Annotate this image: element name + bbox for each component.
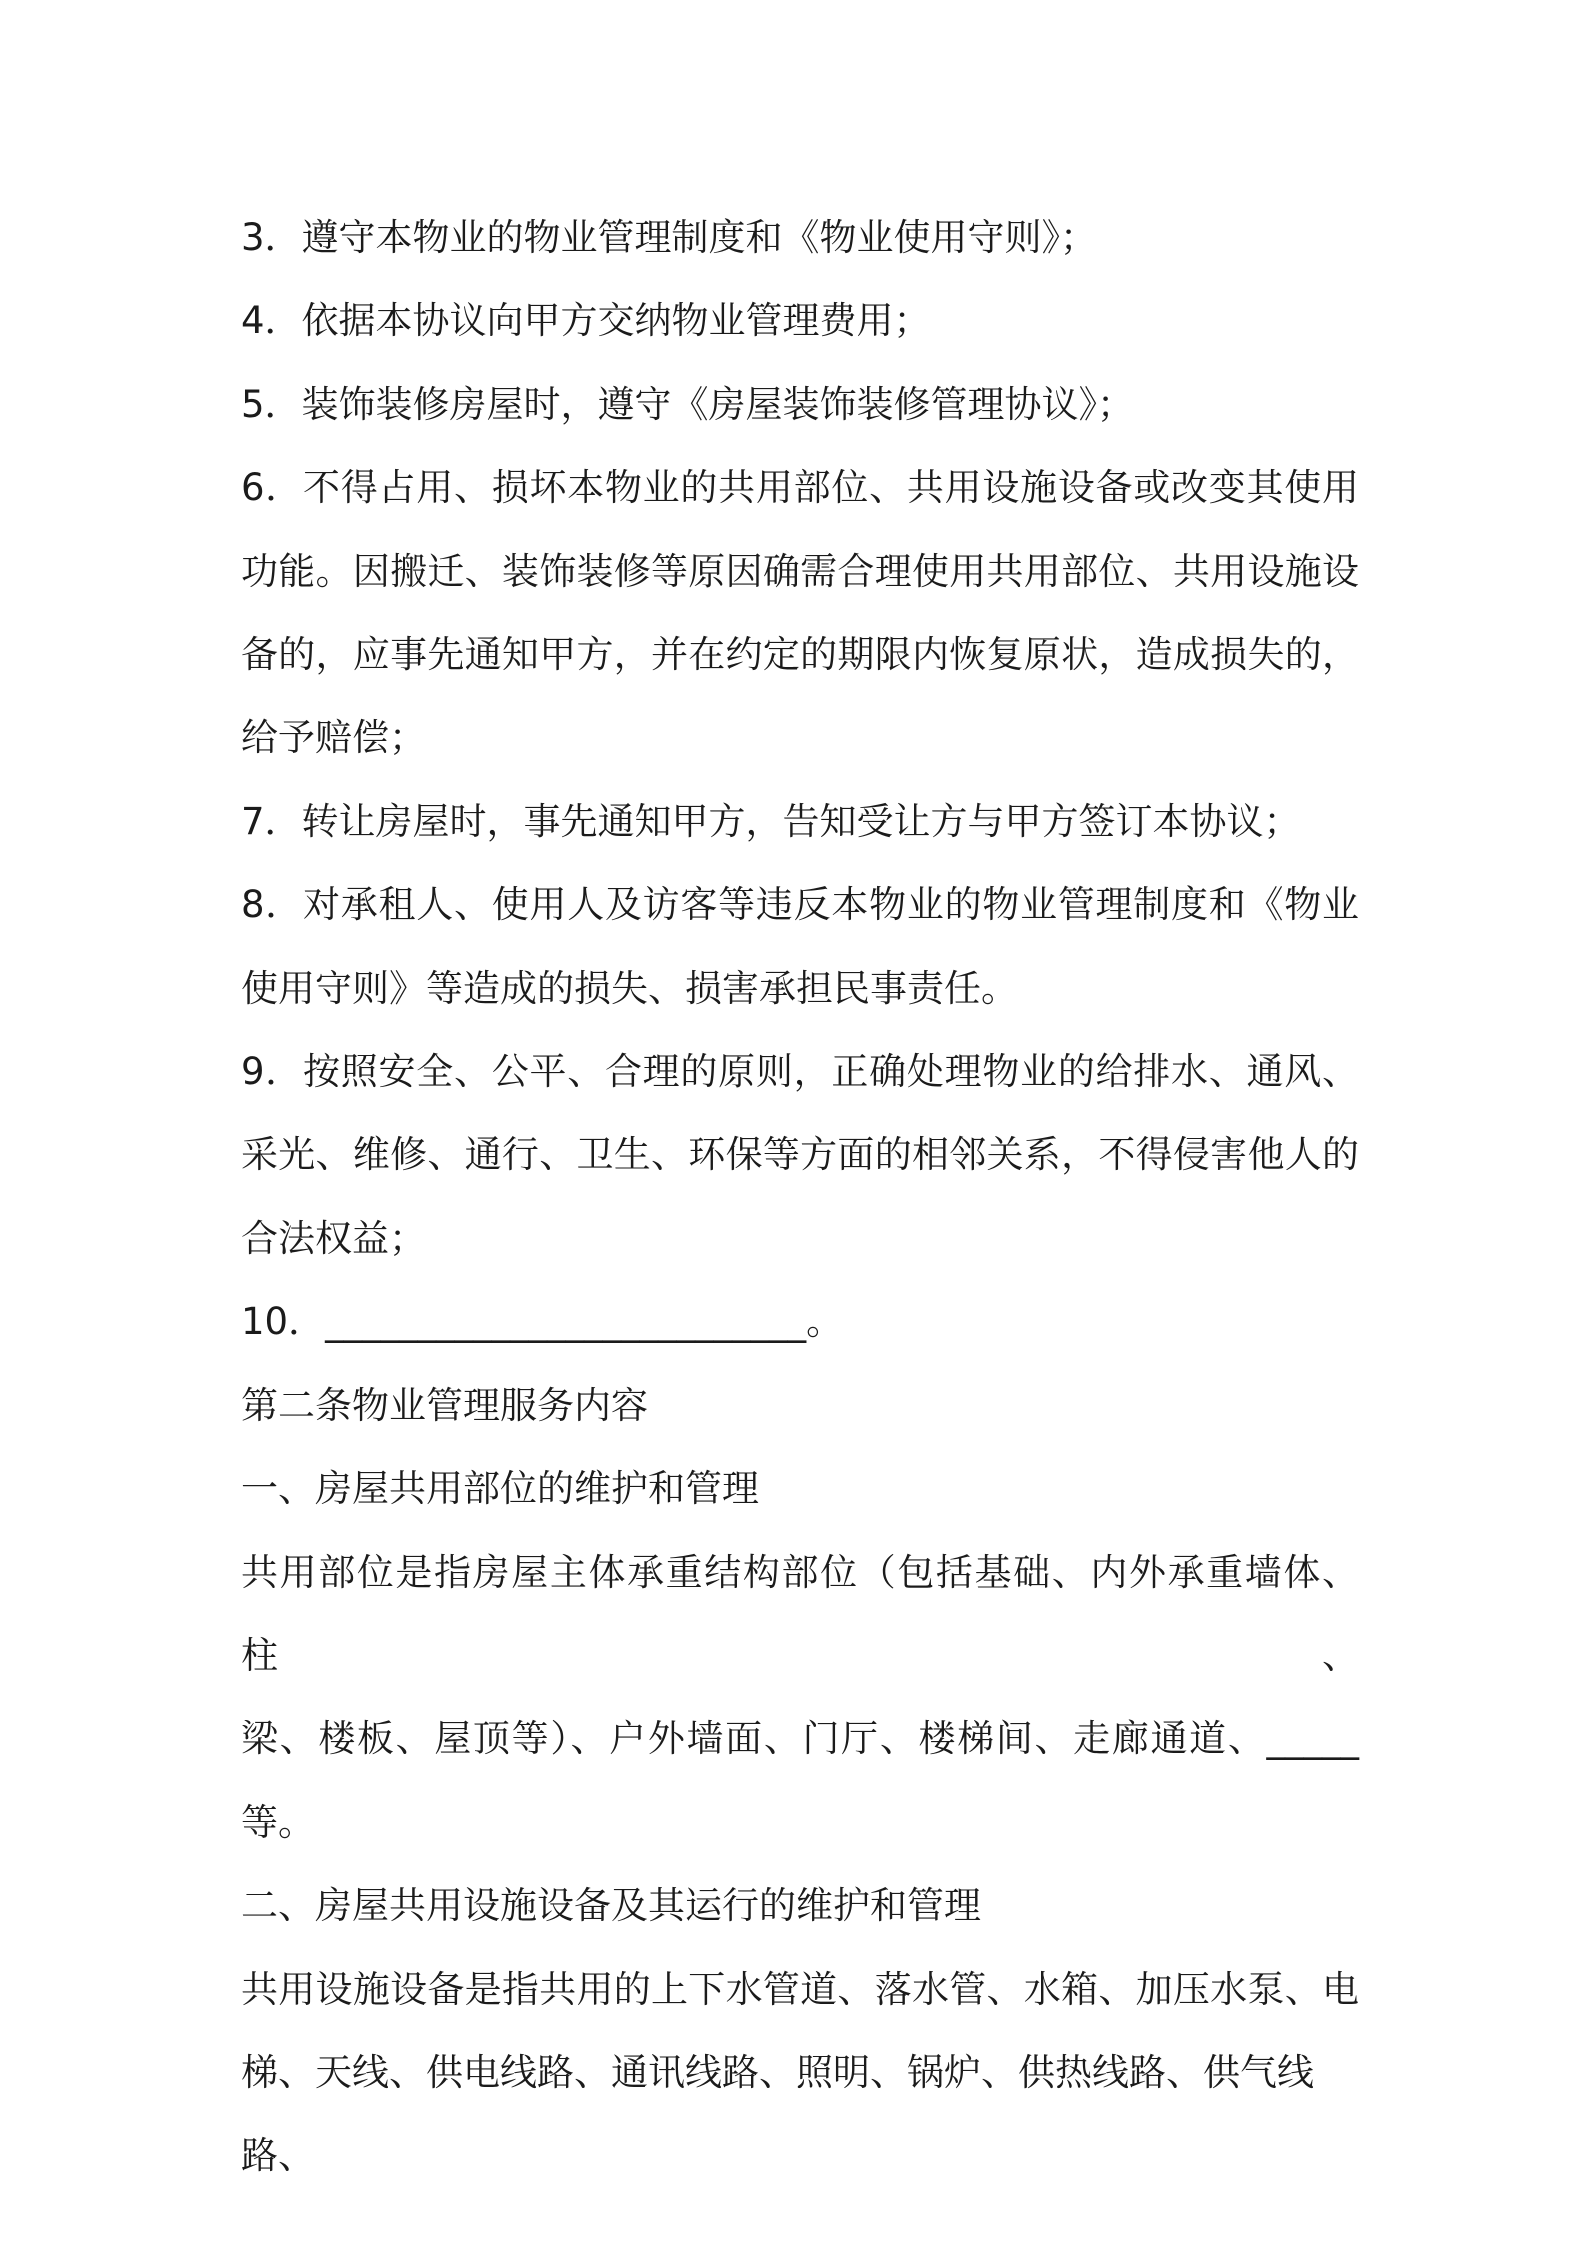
document-line: 等。	[241, 1800, 315, 1844]
section-1-body	[241, 1531, 1359, 1865]
document-line: 共用设施设备是指共用的上下水管道、落水管、水箱、加压水泵、电	[241, 1967, 1359, 2011]
clause-item-9	[241, 1030, 1359, 1280]
clause-item-7	[241, 780, 1359, 863]
document-line: 8．对承租人、使用人及访客等违反本物业的物业管理制度和《物业	[241, 883, 1359, 927]
section-2-heading	[241, 1864, 1359, 1947]
document-line: 使用守则》等造成的损失、损害承担民事责任。	[241, 966, 1018, 1010]
clause-item-6	[241, 446, 1359, 780]
document-line: 3．遵守本物业的物业管理制度和《物业使用守则》；	[241, 216, 1098, 259]
document-line: 一、房屋共用部位的维护和管理	[241, 1467, 759, 1511]
clause-item-4	[241, 279, 1359, 362]
document-body	[241, 196, 1359, 2198]
article-2-heading	[241, 1364, 1359, 1447]
section-2-body	[241, 1948, 1359, 2198]
document-line: 6．不得占用、损坏本物业的共用部位、共用设施设备或改变其使用	[241, 466, 1359, 510]
document-line: 7．转让房屋时，事先通知甲方，告知受让方与甲方签订本协议；	[241, 799, 1301, 843]
document-line: 第二条物业管理服务内容	[241, 1383, 648, 1427]
clause-item-8	[241, 863, 1359, 1030]
document-line: 梯、天线、供电线路、通讯线路、照明、锅炉、供热线路、供气线路、	[241, 2050, 1314, 2178]
document-line: 给予赔偿；	[241, 716, 426, 760]
document-line: 共用部位是指房屋主体承重结构部位（包括基础、内外承重墙体、柱、	[241, 1550, 1359, 1677]
document-line: 梁、楼板、屋顶等）、户外墙面、门厅、楼梯间、走廊通道、_____	[241, 1717, 1359, 1761]
document-line: 10．__________________________。	[241, 1300, 844, 1344]
document-line: 5．装饰装修房屋时，遵守《房屋装饰装修管理协议》；	[241, 382, 1135, 426]
document-line: 功能。因搬迁、装饰装修等原因确需合理使用共用部位、共用设施设	[241, 549, 1359, 593]
clause-item-5	[241, 363, 1359, 446]
document-line: 9．按照安全、公平、合理的原则，正确处理物业的给排水、通风、	[241, 1050, 1359, 1094]
document-line: 备的，应事先通知甲方，并在约定的期限内恢复原状，造成损失的，	[241, 633, 1359, 677]
clause-item-10-blank	[241, 1280, 1359, 1363]
section-1-heading	[241, 1447, 1359, 1530]
document-line: 二、房屋共用设施设备及其运行的维护和管理	[241, 1884, 981, 1928]
clause-item-3	[241, 196, 1359, 279]
document-line: 合法权益；	[241, 1216, 426, 1260]
document-line: 4．依据本协议向甲方交纳物业管理费用；	[241, 299, 931, 343]
document-line: 采光、维修、通行、卫生、环保等方面的相邻关系，不得侵害他人的	[241, 1133, 1359, 1177]
